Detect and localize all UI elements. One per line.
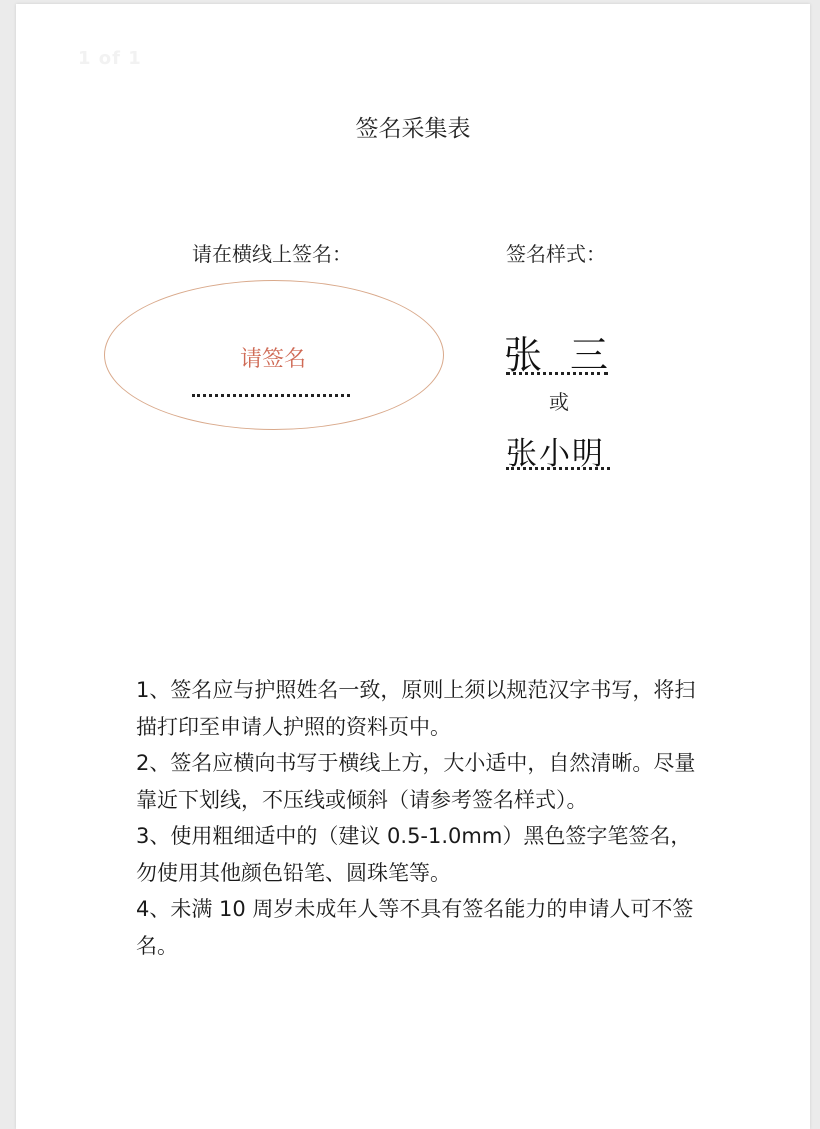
instruction-1: 1、签名应与护照姓名一致，原则上须以规范汉字书写，将扫描打印至申请人护照的资料页中。: [136, 678, 696, 739]
sample-1-char-1: 张: [504, 333, 543, 377]
signature-sample-label: 签名样式：: [506, 242, 606, 266]
instruction-2: 2、签名应横向书写于横线上方，大小适中，自然清晰。尽量靠近下划线，不压线或倾斜（请参考签名样式）。: [136, 751, 696, 812]
signature-sample-2: 张小明: [506, 436, 605, 472]
instruction-4: 4、未满 10 周岁未成年人等不具有签名能力的申请人可不签名。: [136, 897, 694, 958]
or-text: 或: [549, 390, 569, 414]
signature-prompt: 请签名: [240, 347, 307, 372]
signature-line: [192, 394, 350, 397]
sample-2-underline: [506, 467, 610, 470]
sample-1-underline: [506, 372, 608, 375]
instructions: [136, 672, 706, 964]
sample-1-char-2: 三: [570, 333, 609, 377]
page-indicator: 1 of 1: [78, 48, 142, 69]
document-page: [16, 4, 810, 1129]
sign-here-label: 请在横线上签名：: [192, 242, 352, 266]
page-title: 签名采集表: [355, 116, 471, 142]
instruction-3: 3、使用粗细适中的（建议 0.5-1.0mm）黑色签字笔签名，勿使用其他颜色铅笔、圆珠笔等。: [136, 824, 692, 885]
signature-sample-1: [504, 324, 608, 379]
